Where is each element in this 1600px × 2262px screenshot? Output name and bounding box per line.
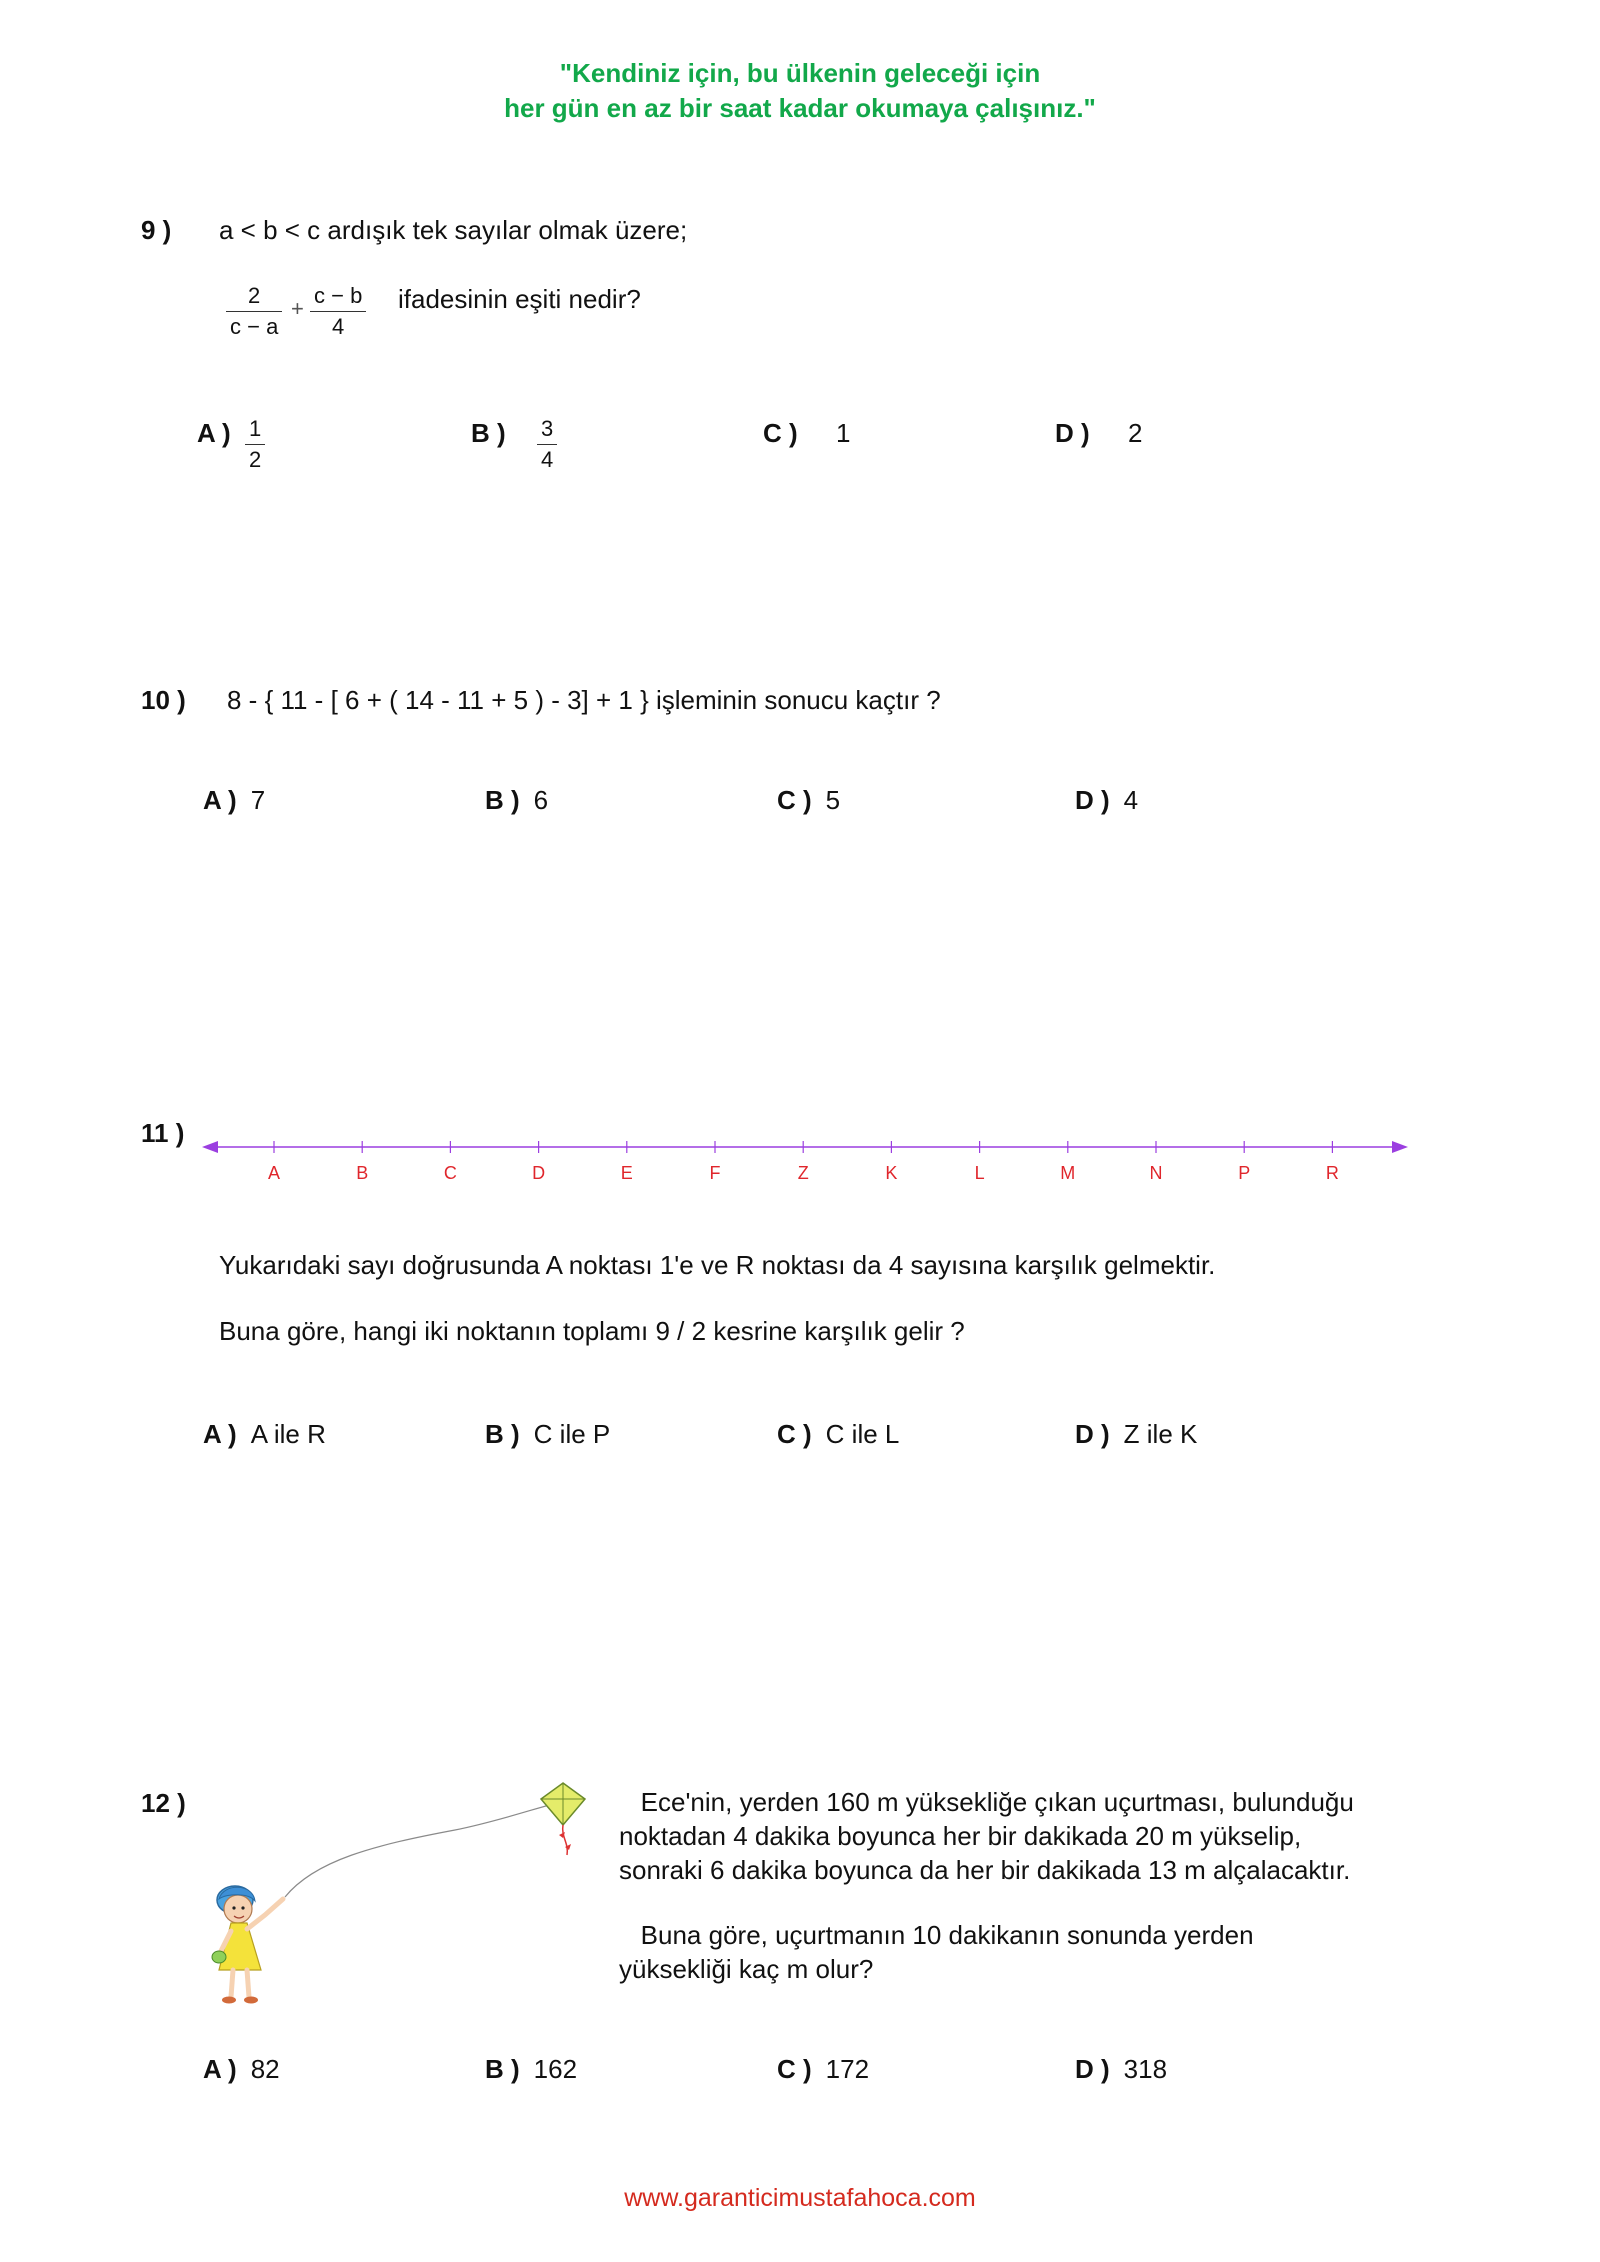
paragraph-line: sonraki 6 dakika boyunca da her bir dakikada 13 m alçalacaktır.: [619, 1855, 1351, 1885]
point-label-P: P: [1238, 1163, 1251, 1183]
question-text-1: Yukarıdaki sayı doğrusunda A noktası 1'e ve R noktası da 4 sayısına karşılık gelmektir.: [219, 1250, 1216, 1280]
fraction-2: [310, 283, 366, 340]
option-label: C ): [777, 785, 812, 815]
left-arrow-icon: [202, 1141, 218, 1153]
footer-url[interactable]: www.garanticimustafahoca.com: [624, 2184, 976, 2212]
quote-line-1: "Kendiniz için, bu ülkenin geleceği için: [559, 58, 1041, 88]
paragraph-line: noktadan 4 dakika boyunca her bir dakikada 20 m yükselip,: [619, 1821, 1302, 1851]
option-value: 162: [533, 2054, 578, 2084]
kite-icon: [541, 1783, 585, 1855]
point-label-F: F: [709, 1163, 721, 1183]
option-value: 6: [533, 785, 549, 815]
option-c-value[interactable]: 1: [836, 418, 851, 448]
point-label-E: E: [620, 1163, 633, 1183]
girl-with-kite-illustration: [205, 1765, 605, 2025]
option-value: 7: [250, 785, 266, 815]
option-a[interactable]: [203, 1419, 326, 1450]
fraction-denominator: c − a: [226, 311, 282, 340]
problem-paragraph-2: [619, 1918, 1254, 1986]
option-b-fraction[interactable]: [537, 416, 557, 473]
question-number: 10 ): [141, 685, 186, 715]
fraction-1: [226, 283, 282, 340]
option-d[interactable]: [1075, 785, 1138, 816]
option-a-label: A ): [197, 418, 231, 448]
point-label-L: L: [974, 1163, 985, 1183]
point-label-K: K: [885, 1163, 898, 1183]
fraction-numerator: 2: [248, 283, 261, 308]
option-value: C ile L: [825, 1419, 900, 1449]
fraction-denominator: 4: [310, 311, 366, 340]
paragraph-line: Buna göre, uçurtmanın 10 dakikanın sonunda yerden: [619, 1920, 1254, 1950]
option-label: D ): [1075, 2054, 1110, 2084]
option-label: A ): [203, 2054, 237, 2084]
paragraph-line: yüksekliği kaç m olur?: [619, 1954, 874, 1984]
option-value: A ile R: [250, 1419, 326, 1449]
point-label-M: M: [1060, 1163, 1076, 1183]
option-value: 5: [825, 785, 841, 815]
fraction-numerator: 1: [249, 416, 262, 441]
point-label-Z: Z: [797, 1163, 809, 1183]
option-value: Z ile K: [1123, 1419, 1198, 1449]
kite-string: [285, 1801, 567, 1897]
option-c[interactable]: [777, 1419, 899, 1450]
point-label-B: B: [356, 1163, 369, 1183]
paragraph-line: Ece'nin, yerden 160 m yüksekliğe çıkan uçurtması, bulunduğu: [619, 1787, 1354, 1817]
option-value: C ile P: [533, 1419, 611, 1449]
fraction-denominator: 4: [537, 444, 557, 473]
option-c[interactable]: [777, 2054, 869, 2085]
question-stem: 8 - { 11 - [ 6 + ( 14 - 11 + 5 ) - 3] + 1 } işleminin sonucu kaçtır ?: [227, 685, 941, 715]
option-value: 172: [825, 2054, 870, 2084]
option-b-label: B ): [471, 418, 506, 448]
option-d[interactable]: [1075, 2054, 1167, 2085]
question-prompt: ifadesinin eşiti nedir?: [398, 284, 641, 314]
question-number: 12 ): [141, 1788, 186, 1818]
option-value: 82: [250, 2054, 280, 2084]
fraction-denominator: 2: [245, 444, 265, 473]
girl-figure: [212, 1886, 283, 2004]
point-label-C: C: [443, 1163, 457, 1183]
option-c[interactable]: [777, 785, 840, 816]
problem-paragraph-1: [619, 1785, 1354, 1887]
option-c-label: C ): [763, 418, 798, 448]
option-label: D ): [1075, 1419, 1110, 1449]
option-label: B ): [485, 2054, 520, 2084]
option-label: A ): [203, 785, 237, 815]
option-value: 318: [1123, 2054, 1168, 2084]
question-number: 11 ): [141, 1118, 185, 1148]
option-label: B ): [485, 785, 520, 815]
option-d-value[interactable]: 2: [1128, 418, 1143, 448]
point-label-N: N: [1149, 1163, 1163, 1183]
fraction-numerator: c − b: [314, 283, 363, 308]
right-arrow-icon: [1392, 1141, 1408, 1153]
question-number: 9 ): [141, 215, 172, 245]
option-label: C ): [777, 1419, 812, 1449]
option-label: C ): [777, 2054, 812, 2084]
question-text-2: Buna göre, hangi iki noktanın toplamı 9 / 2 kesrine karşılık gelir ?: [219, 1316, 965, 1346]
option-label: B ): [485, 1419, 520, 1449]
option-value: 4: [1123, 785, 1139, 815]
plus-sign: +: [291, 296, 304, 321]
point-label-A: A: [267, 1163, 281, 1183]
point-label-R: R: [1325, 1163, 1339, 1183]
question-stem: a < b < c ardışık tek sayılar olmak üzere;: [219, 215, 688, 245]
option-a[interactable]: [203, 785, 265, 816]
fraction-numerator: 3: [541, 416, 554, 441]
option-b[interactable]: [485, 2054, 577, 2085]
option-a[interactable]: [203, 2054, 280, 2085]
option-b[interactable]: [485, 1419, 610, 1450]
option-b[interactable]: [485, 785, 548, 816]
option-label: A ): [203, 1419, 237, 1449]
point-label-D: D: [532, 1163, 546, 1183]
number-line: [200, 1130, 1410, 1190]
option-label: D ): [1075, 785, 1110, 815]
option-d-label: D ): [1055, 418, 1090, 448]
option-d[interactable]: [1075, 1419, 1197, 1450]
option-a-fraction[interactable]: [245, 416, 265, 473]
quote-line-2: her gün en az bir saat kadar okumaya çalışınız.": [504, 93, 1096, 123]
